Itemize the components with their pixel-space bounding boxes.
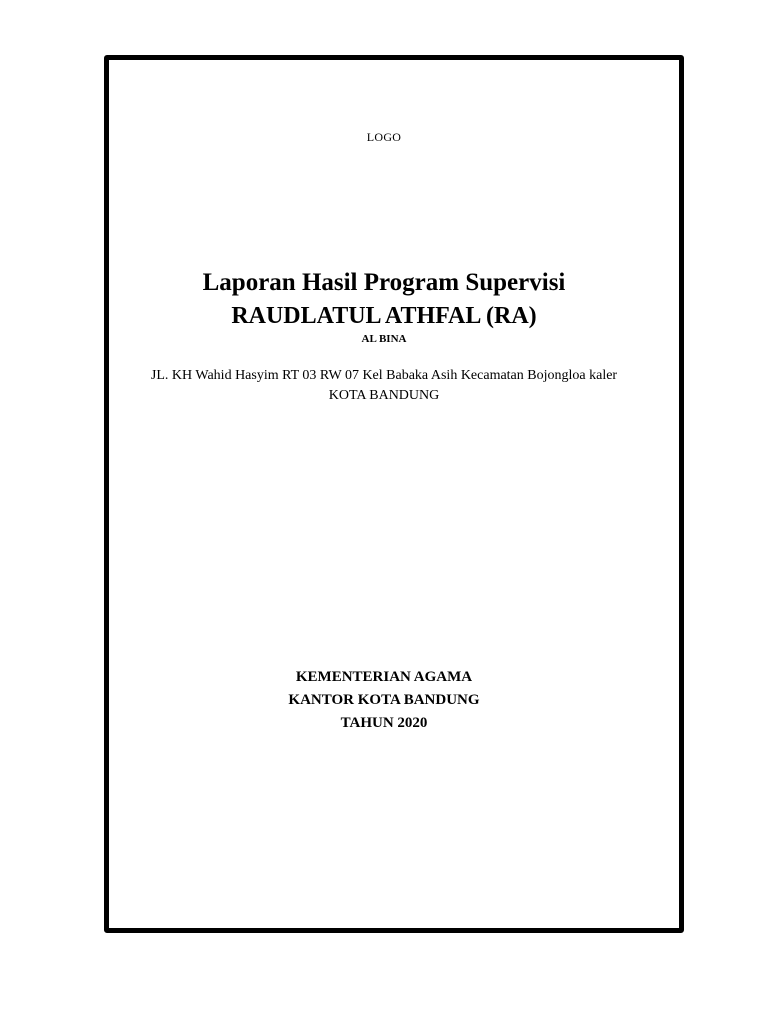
report-year: TAHUN 2020 bbox=[340, 715, 428, 731]
logo-placeholder: LOGO bbox=[366, 130, 402, 144]
institution-type: RAUDLATUL ATHFAL (RA) bbox=[231, 303, 537, 329]
school-name: AL BINA bbox=[361, 333, 407, 345]
issuer-block bbox=[0, 666, 768, 735]
page-border-frame bbox=[104, 55, 684, 933]
address-line-2: KOTA BANDUNG bbox=[328, 388, 440, 403]
school-address bbox=[0, 366, 768, 406]
office-name: KANTOR KOTA BANDUNG bbox=[288, 692, 480, 708]
ministry-name: KEMENTERIAN AGAMA bbox=[295, 669, 473, 685]
address-line-1: JL. KH Wahid Hasyim RT 03 RW 07 Kel Babaka Asih Kecamatan Bojongloa kaler bbox=[150, 368, 618, 383]
report-title: Laporan Hasil Program Supervisi bbox=[202, 269, 566, 296]
